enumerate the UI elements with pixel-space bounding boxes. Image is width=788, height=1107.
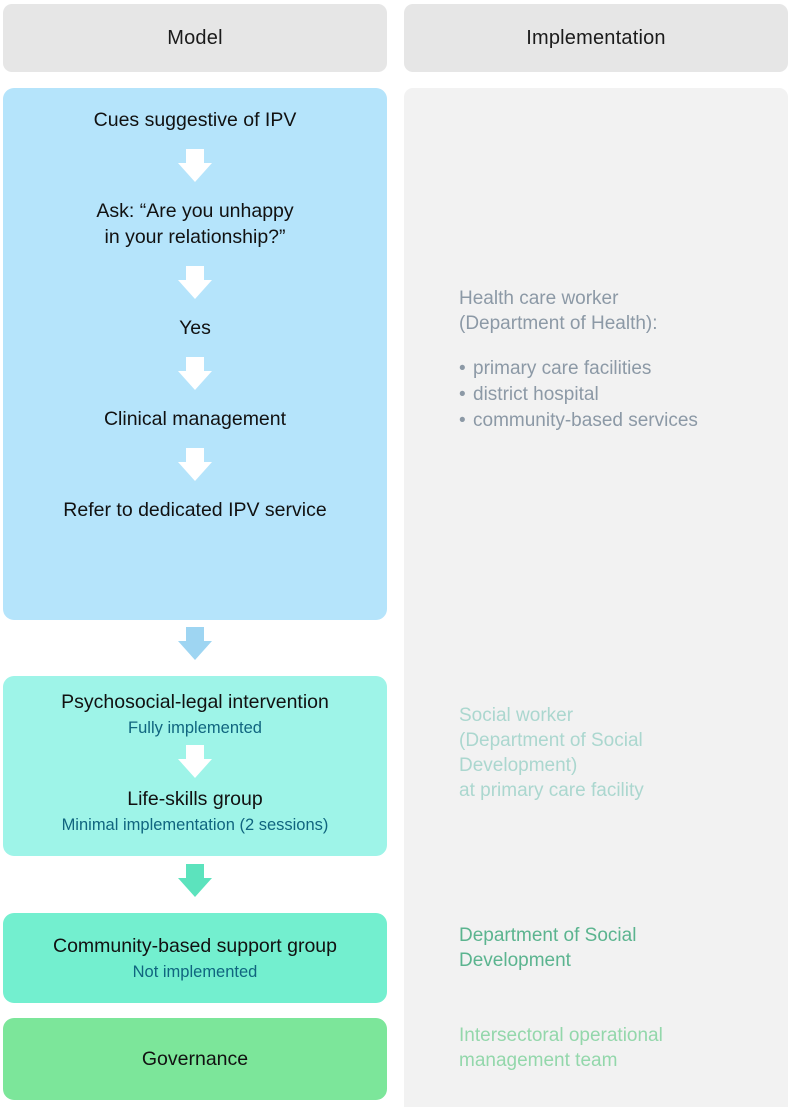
step-community-support-group: Community-based support group bbox=[53, 935, 337, 957]
step-ask-question bbox=[3, 198, 387, 250]
implementation-social-line1: Social worker bbox=[459, 705, 574, 726]
implementation-social-line3: Development) bbox=[459, 755, 578, 776]
implementation-dsd-line1: Department of Social bbox=[459, 925, 637, 946]
implementation-social-worker-block bbox=[459, 703, 779, 803]
stage-clinical bbox=[3, 88, 387, 620]
step-clinical-management: Clinical management bbox=[103, 408, 287, 430]
step-ask-question-line2: in your relationship?” bbox=[104, 226, 286, 248]
stage-psychosocial bbox=[3, 676, 387, 856]
implementation-social-line2: (Department of Social bbox=[459, 730, 643, 751]
implementation-health-title bbox=[459, 286, 779, 336]
step-refer-ipv-service: Refer to dedicated IPV service bbox=[63, 499, 327, 521]
step-governance: Governance bbox=[141, 1048, 249, 1070]
psychosocial-flow bbox=[3, 676, 387, 836]
step-ask-question-line1: Ask: “Are you unhappy bbox=[96, 200, 294, 222]
column-header-model-label: Model bbox=[167, 26, 223, 49]
step-yes: Yes bbox=[179, 317, 211, 339]
implementation-governance-block bbox=[459, 1023, 779, 1073]
stage-community-support bbox=[3, 913, 387, 1003]
list-item: • community-based services bbox=[459, 408, 779, 434]
status-badge-fully-implemented: Fully implemented bbox=[128, 719, 262, 737]
arrow-down-icon bbox=[178, 864, 212, 897]
arrow-down-icon bbox=[178, 357, 212, 390]
stage-governance bbox=[3, 1018, 387, 1100]
model-column bbox=[3, 0, 387, 1107]
arrow-down-icon bbox=[178, 745, 212, 778]
implementation-health-title-line1: Health care worker bbox=[459, 288, 619, 309]
arrow-down-icon bbox=[178, 266, 212, 299]
implementation-social-line4: at primary care facility bbox=[459, 780, 644, 801]
step-life-skills-group: Life-skills group bbox=[127, 788, 263, 810]
implementation-health-block bbox=[459, 286, 779, 434]
list-item: • district hospital bbox=[459, 382, 779, 408]
list-item: • primary care facilities bbox=[459, 356, 779, 382]
clinical-flow bbox=[3, 88, 387, 523]
status-badge-not-implemented: Not implemented bbox=[132, 963, 258, 981]
implementation-health-list bbox=[459, 356, 779, 434]
arrow-down-icon bbox=[178, 627, 212, 660]
column-header-implementation bbox=[404, 4, 788, 72]
implementation-health-title-line2: (Department of Health): bbox=[459, 313, 658, 334]
step-cues: Cues suggestive of IPV bbox=[93, 109, 297, 131]
status-badge-minimal-implementation: Minimal implementation (2 sessions) bbox=[61, 816, 329, 834]
implementation-governance-line2: management team bbox=[459, 1050, 618, 1071]
step-psychosocial-legal: Psychosocial-legal intervention bbox=[61, 691, 329, 713]
implementation-panel bbox=[404, 88, 788, 1107]
arrow-down-icon bbox=[178, 448, 212, 481]
implementation-dsd-line2: Development bbox=[459, 950, 571, 971]
connector-clinical-to-psychosocial bbox=[3, 627, 387, 660]
connector-psychosocial-to-community bbox=[3, 864, 387, 897]
implementation-governance-line1: Intersectoral operational bbox=[459, 1025, 663, 1046]
column-header-implementation-label: Implementation bbox=[526, 26, 666, 49]
arrow-down-icon bbox=[178, 149, 212, 182]
implementation-dsd-block bbox=[459, 923, 779, 973]
